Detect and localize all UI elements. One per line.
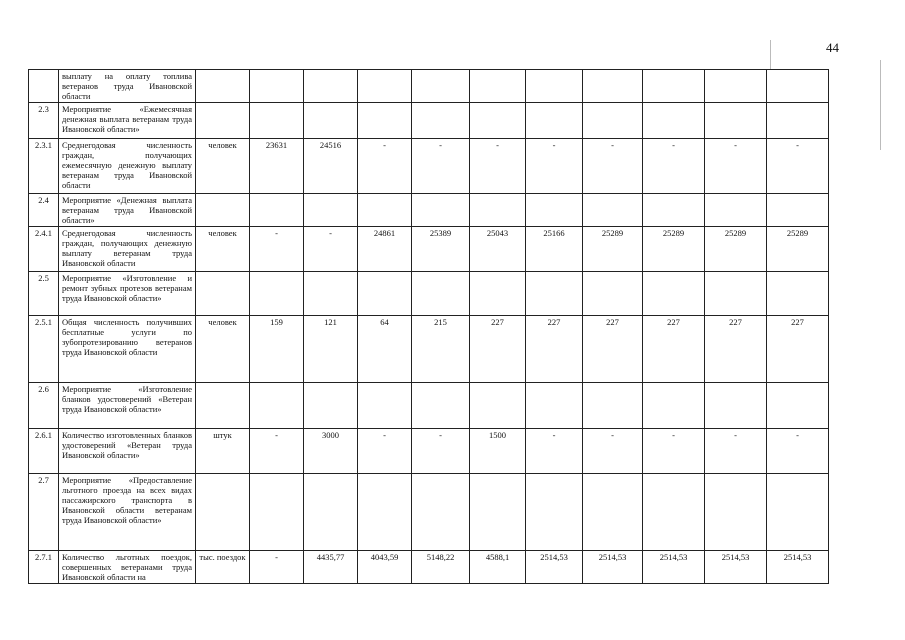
value-cell (705, 272, 767, 316)
value-cell (304, 194, 358, 227)
value-cell (583, 383, 643, 429)
value-cell (526, 272, 583, 316)
value-cell (250, 70, 304, 103)
value-cell: 25289 (583, 227, 643, 272)
value-cell (767, 474, 829, 551)
value-cell (358, 194, 412, 227)
value-cell (358, 103, 412, 139)
indicator-description-cell: Мероприятие «Изготовление бланков удостоверений «Ветеран труда Ивановской области» (59, 383, 196, 429)
unit-cell (196, 474, 250, 551)
value-cell: 215 (412, 316, 470, 383)
table-row (29, 139, 829, 194)
value-cell (583, 272, 643, 316)
value-cell: - (705, 139, 767, 194)
value-cell: 25289 (643, 227, 705, 272)
value-cell (705, 383, 767, 429)
indicators-table (28, 69, 829, 584)
value-cell (767, 103, 829, 139)
value-cell: 4588,1 (470, 551, 526, 584)
value-cell: 2514,53 (705, 551, 767, 584)
value-cell (304, 103, 358, 139)
value-cell (583, 70, 643, 103)
value-cell (705, 103, 767, 139)
value-cell: 227 (705, 316, 767, 383)
table-row (29, 194, 829, 227)
value-cell (526, 103, 583, 139)
table-row (29, 429, 829, 474)
value-cell: 227 (526, 316, 583, 383)
value-cell (643, 194, 705, 227)
value-cell (470, 474, 526, 551)
indicator-description-cell: Мероприятие «Денежная выплата ветеранам труда Ивановской области» (59, 194, 196, 227)
value-cell (304, 70, 358, 103)
value-cell: - (304, 227, 358, 272)
row-number-cell: 2.6 (29, 383, 59, 429)
value-cell: - (643, 139, 705, 194)
unit-cell (196, 194, 250, 227)
value-cell: - (412, 429, 470, 474)
unit-cell: человек (196, 139, 250, 194)
value-cell: - (250, 551, 304, 584)
value-cell: 2514,53 (583, 551, 643, 584)
value-cell (470, 272, 526, 316)
value-cell: - (643, 429, 705, 474)
value-cell (412, 272, 470, 316)
value-cell: 227 (767, 316, 829, 383)
value-cell (412, 474, 470, 551)
value-cell (470, 103, 526, 139)
indicator-description-cell: Количество льготных поездок, совершенных ветеранами труда Ивановской области на (59, 551, 196, 584)
value-cell (643, 474, 705, 551)
value-cell (250, 103, 304, 139)
unit-cell (196, 103, 250, 139)
indicator-description-cell: Среднегодовая численность граждан, получающих денежную выплату ветеранам труда Ивановской области (59, 227, 196, 272)
unit-cell: тыс. поездок (196, 551, 250, 584)
value-cell (526, 474, 583, 551)
row-number-cell: 2.3 (29, 103, 59, 139)
value-cell (358, 272, 412, 316)
value-cell (470, 194, 526, 227)
scan-artifact-line (880, 60, 881, 150)
value-cell: - (526, 139, 583, 194)
value-cell: 25166 (526, 227, 583, 272)
value-cell (767, 70, 829, 103)
value-cell: - (470, 139, 526, 194)
value-cell: 227 (470, 316, 526, 383)
value-cell (767, 194, 829, 227)
value-cell: 24861 (358, 227, 412, 272)
table-row (29, 474, 829, 551)
value-cell: 24516 (304, 139, 358, 194)
value-cell: 2514,53 (643, 551, 705, 584)
value-cell (412, 194, 470, 227)
value-cell (250, 272, 304, 316)
table-row (29, 316, 829, 383)
value-cell: 4435,77 (304, 551, 358, 584)
unit-cell: человек (196, 316, 250, 383)
unit-cell (196, 383, 250, 429)
value-cell: 64 (358, 316, 412, 383)
indicator-description-cell: Среднегодовая численность граждан, получающих ежемесячную денежную выплату ветеранам труда Ивановской области (59, 139, 196, 194)
value-cell: 25289 (705, 227, 767, 272)
row-number-cell: 2.5.1 (29, 316, 59, 383)
value-cell: - (358, 139, 412, 194)
value-cell: 3000 (304, 429, 358, 474)
value-cell: 227 (643, 316, 705, 383)
table-row (29, 551, 829, 584)
table-row (29, 103, 829, 139)
value-cell: 227 (583, 316, 643, 383)
indicator-description-cell: Мероприятие «Изготовление и ремонт зубных протезов ветеранам труда Ивановской области» (59, 272, 196, 316)
value-cell: - (412, 139, 470, 194)
value-cell (705, 70, 767, 103)
value-cell (643, 103, 705, 139)
row-number-cell: 2.6.1 (29, 429, 59, 474)
value-cell (526, 383, 583, 429)
row-number-cell: 2.7.1 (29, 551, 59, 584)
value-cell (412, 383, 470, 429)
value-cell (767, 272, 829, 316)
value-cell (304, 474, 358, 551)
value-cell: - (250, 429, 304, 474)
value-cell: 25043 (470, 227, 526, 272)
value-cell: 25289 (767, 227, 829, 272)
value-cell (470, 383, 526, 429)
value-cell (412, 70, 470, 103)
table-row (29, 227, 829, 272)
unit-cell: штук (196, 429, 250, 474)
value-cell: - (526, 429, 583, 474)
table-row (29, 272, 829, 316)
value-cell (250, 383, 304, 429)
indicator-description-cell: выплату на оплату топлива ветеранов труда Ивановской области (59, 70, 196, 103)
row-number-cell: 2.4.1 (29, 227, 59, 272)
value-cell: - (767, 429, 829, 474)
row-number-cell: 2.7 (29, 474, 59, 551)
value-cell (526, 70, 583, 103)
value-cell (304, 272, 358, 316)
value-cell (526, 194, 583, 227)
value-cell: 2514,53 (767, 551, 829, 584)
value-cell: - (583, 429, 643, 474)
value-cell (705, 194, 767, 227)
indicator-description-cell: Мероприятие «Предоставление льготного проезда на всех видах пассажирского транспорта в Ивановской области ветеранам труда Ивановской области» (59, 474, 196, 551)
value-cell (250, 194, 304, 227)
unit-cell (196, 272, 250, 316)
value-cell (583, 194, 643, 227)
value-cell: 25389 (412, 227, 470, 272)
value-cell: - (705, 429, 767, 474)
value-cell (304, 383, 358, 429)
value-cell: 159 (250, 316, 304, 383)
indicator-description-cell: Количество изготовленных бланков удостоверений «Ветеран труда Ивановской области» (59, 429, 196, 474)
row-number-cell: 2.5 (29, 272, 59, 316)
value-cell: - (358, 429, 412, 474)
row-number-cell: 2.4 (29, 194, 59, 227)
indicator-description-cell: Мероприятие «Ежемесячная денежная выплата ветеранам труда Ивановской области» (59, 103, 196, 139)
value-cell (643, 272, 705, 316)
scan-artifact-line (770, 40, 771, 70)
value-cell: 5148,22 (412, 551, 470, 584)
value-cell (643, 383, 705, 429)
table-row (29, 383, 829, 429)
value-cell (412, 103, 470, 139)
indicator-description-cell: Общая численность получивших бесплатные услуги по зубопротезированию ветеранов труда Ивановской области (59, 316, 196, 383)
value-cell (250, 474, 304, 551)
value-cell (767, 383, 829, 429)
value-cell: 4043,59 (358, 551, 412, 584)
page-number: 44 (826, 40, 839, 55)
value-cell: 2514,53 (526, 551, 583, 584)
unit-cell (196, 70, 250, 103)
value-cell: - (250, 227, 304, 272)
table-row (29, 70, 829, 103)
value-cell (643, 70, 705, 103)
row-number-cell: 2.3.1 (29, 139, 59, 194)
value-cell (470, 70, 526, 103)
row-number-cell (29, 70, 59, 103)
value-cell (358, 474, 412, 551)
value-cell (358, 383, 412, 429)
value-cell (583, 103, 643, 139)
value-cell (705, 474, 767, 551)
value-cell (358, 70, 412, 103)
value-cell (583, 474, 643, 551)
value-cell: 1500 (470, 429, 526, 474)
value-cell: 23631 (250, 139, 304, 194)
value-cell: - (767, 139, 829, 194)
value-cell: - (583, 139, 643, 194)
value-cell: 121 (304, 316, 358, 383)
unit-cell: человек (196, 227, 250, 272)
